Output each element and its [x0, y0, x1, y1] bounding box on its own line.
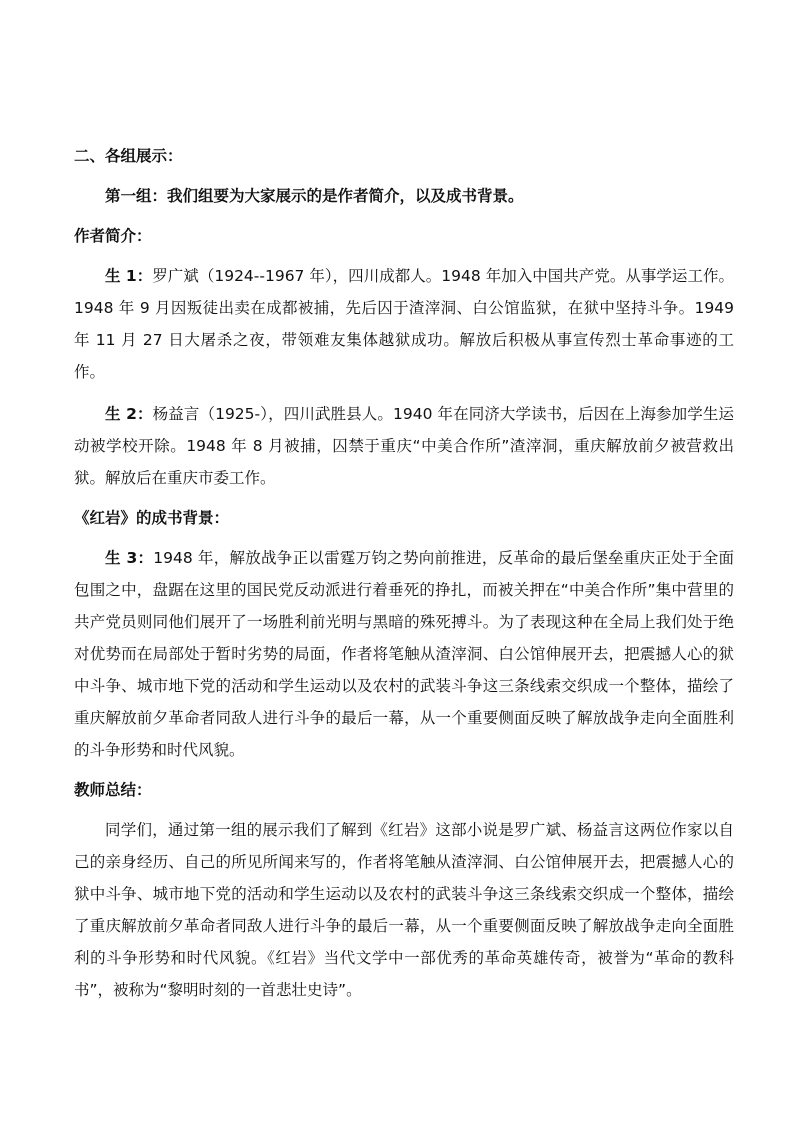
teacher-heading: 教师总结：	[74, 781, 152, 799]
author-heading: 作者简介：	[74, 227, 152, 245]
student1-text: 罗广斌（1924--1967 年），四川成都人。1948 年加入中国共产党。从事学运工作。1948 年 9 月因叛徒出卖在成都被捕，先后囚于渣滓洞、白公馆监狱，在狱中坚持斗争。1949 年 11 月 27 日大屠杀之夜，带领难友集体越狱成功。解放后积极从事宣传烈士革命事迹的工作。	[74, 267, 734, 381]
group1-intro: 第一组：我们组要为大家展示的是作者简介，以及成书背景。	[105, 187, 524, 205]
document-body	[74, 140, 734, 1006]
student3-label: 生 3：	[105, 549, 154, 567]
student2-label: 生 2：	[105, 405, 153, 423]
teacher-summary: 同学们，通过第一组的展示我们了解到《红岩》这部小说是罗广斌、杨益言这两位作家以自己的亲身经历、自己的所见所闻来写的，作者将笔触从渣滓洞、白公馆伸展开去，把震撼人心的狱中斗争、城市地下党的活动和学生运动以及农村的武装斗争这三条线索交织成一个整体，描绘了重庆解放前夕革命者同敌人进行斗争的最后一幕，从一个重要侧面反映了解放战争走向全面胜利的斗争形势和时代风貌。《红岩》当代文学中一部优秀的革命英雄传奇，被誉为“革命的教科书”，被称为“黎明时刻的一首悲壮史诗”。	[74, 821, 734, 999]
background-heading: 《红岩》的成书背景：	[74, 509, 230, 527]
student2-paragraph	[74, 398, 734, 494]
student2-text: 杨益言（1925-），四川武胜县人。1940 年在同济大学读书，后因在上海参加学生运动被学校开除。1948 年 8 月被捕，囚禁于重庆“中美合作所”渣滓洞，重庆解放前夕被营救出狱。解放后在重庆市委工作。	[74, 405, 734, 487]
student3-text: 1948 年，解放战争正以雷霆万钧之势向前推进，反革命的最后堡垒重庆正处于全面包围之中，盘踞在这里的国民党反动派进行着垂死的挣扎，而被关押在“中美合作所”集中营里的共产党员则同他们展开了一场胜利前光明与黑暗的殊死搏斗。为了表现这种在全局上我们处于绝对优势而在局部处于暂时劣势的局面，作者将笔触从渣滓洞、白公馆伸展开去，把震撼人心的狱中斗争、城市地下党的活动和学生运动以及农村的武装斗争这三条线索交织成一个整体，描绘了重庆解放前夕革命者同敌人进行斗争的最后一幕，从一个重要侧面反映了解放战争走向全面胜利的斗争形势和时代风貌。	[74, 549, 734, 759]
student1-label: 生 1：	[105, 267, 153, 285]
student1-paragraph	[74, 260, 734, 388]
section-heading: 二、各组展示：	[74, 147, 183, 165]
student3-paragraph	[74, 542, 734, 766]
